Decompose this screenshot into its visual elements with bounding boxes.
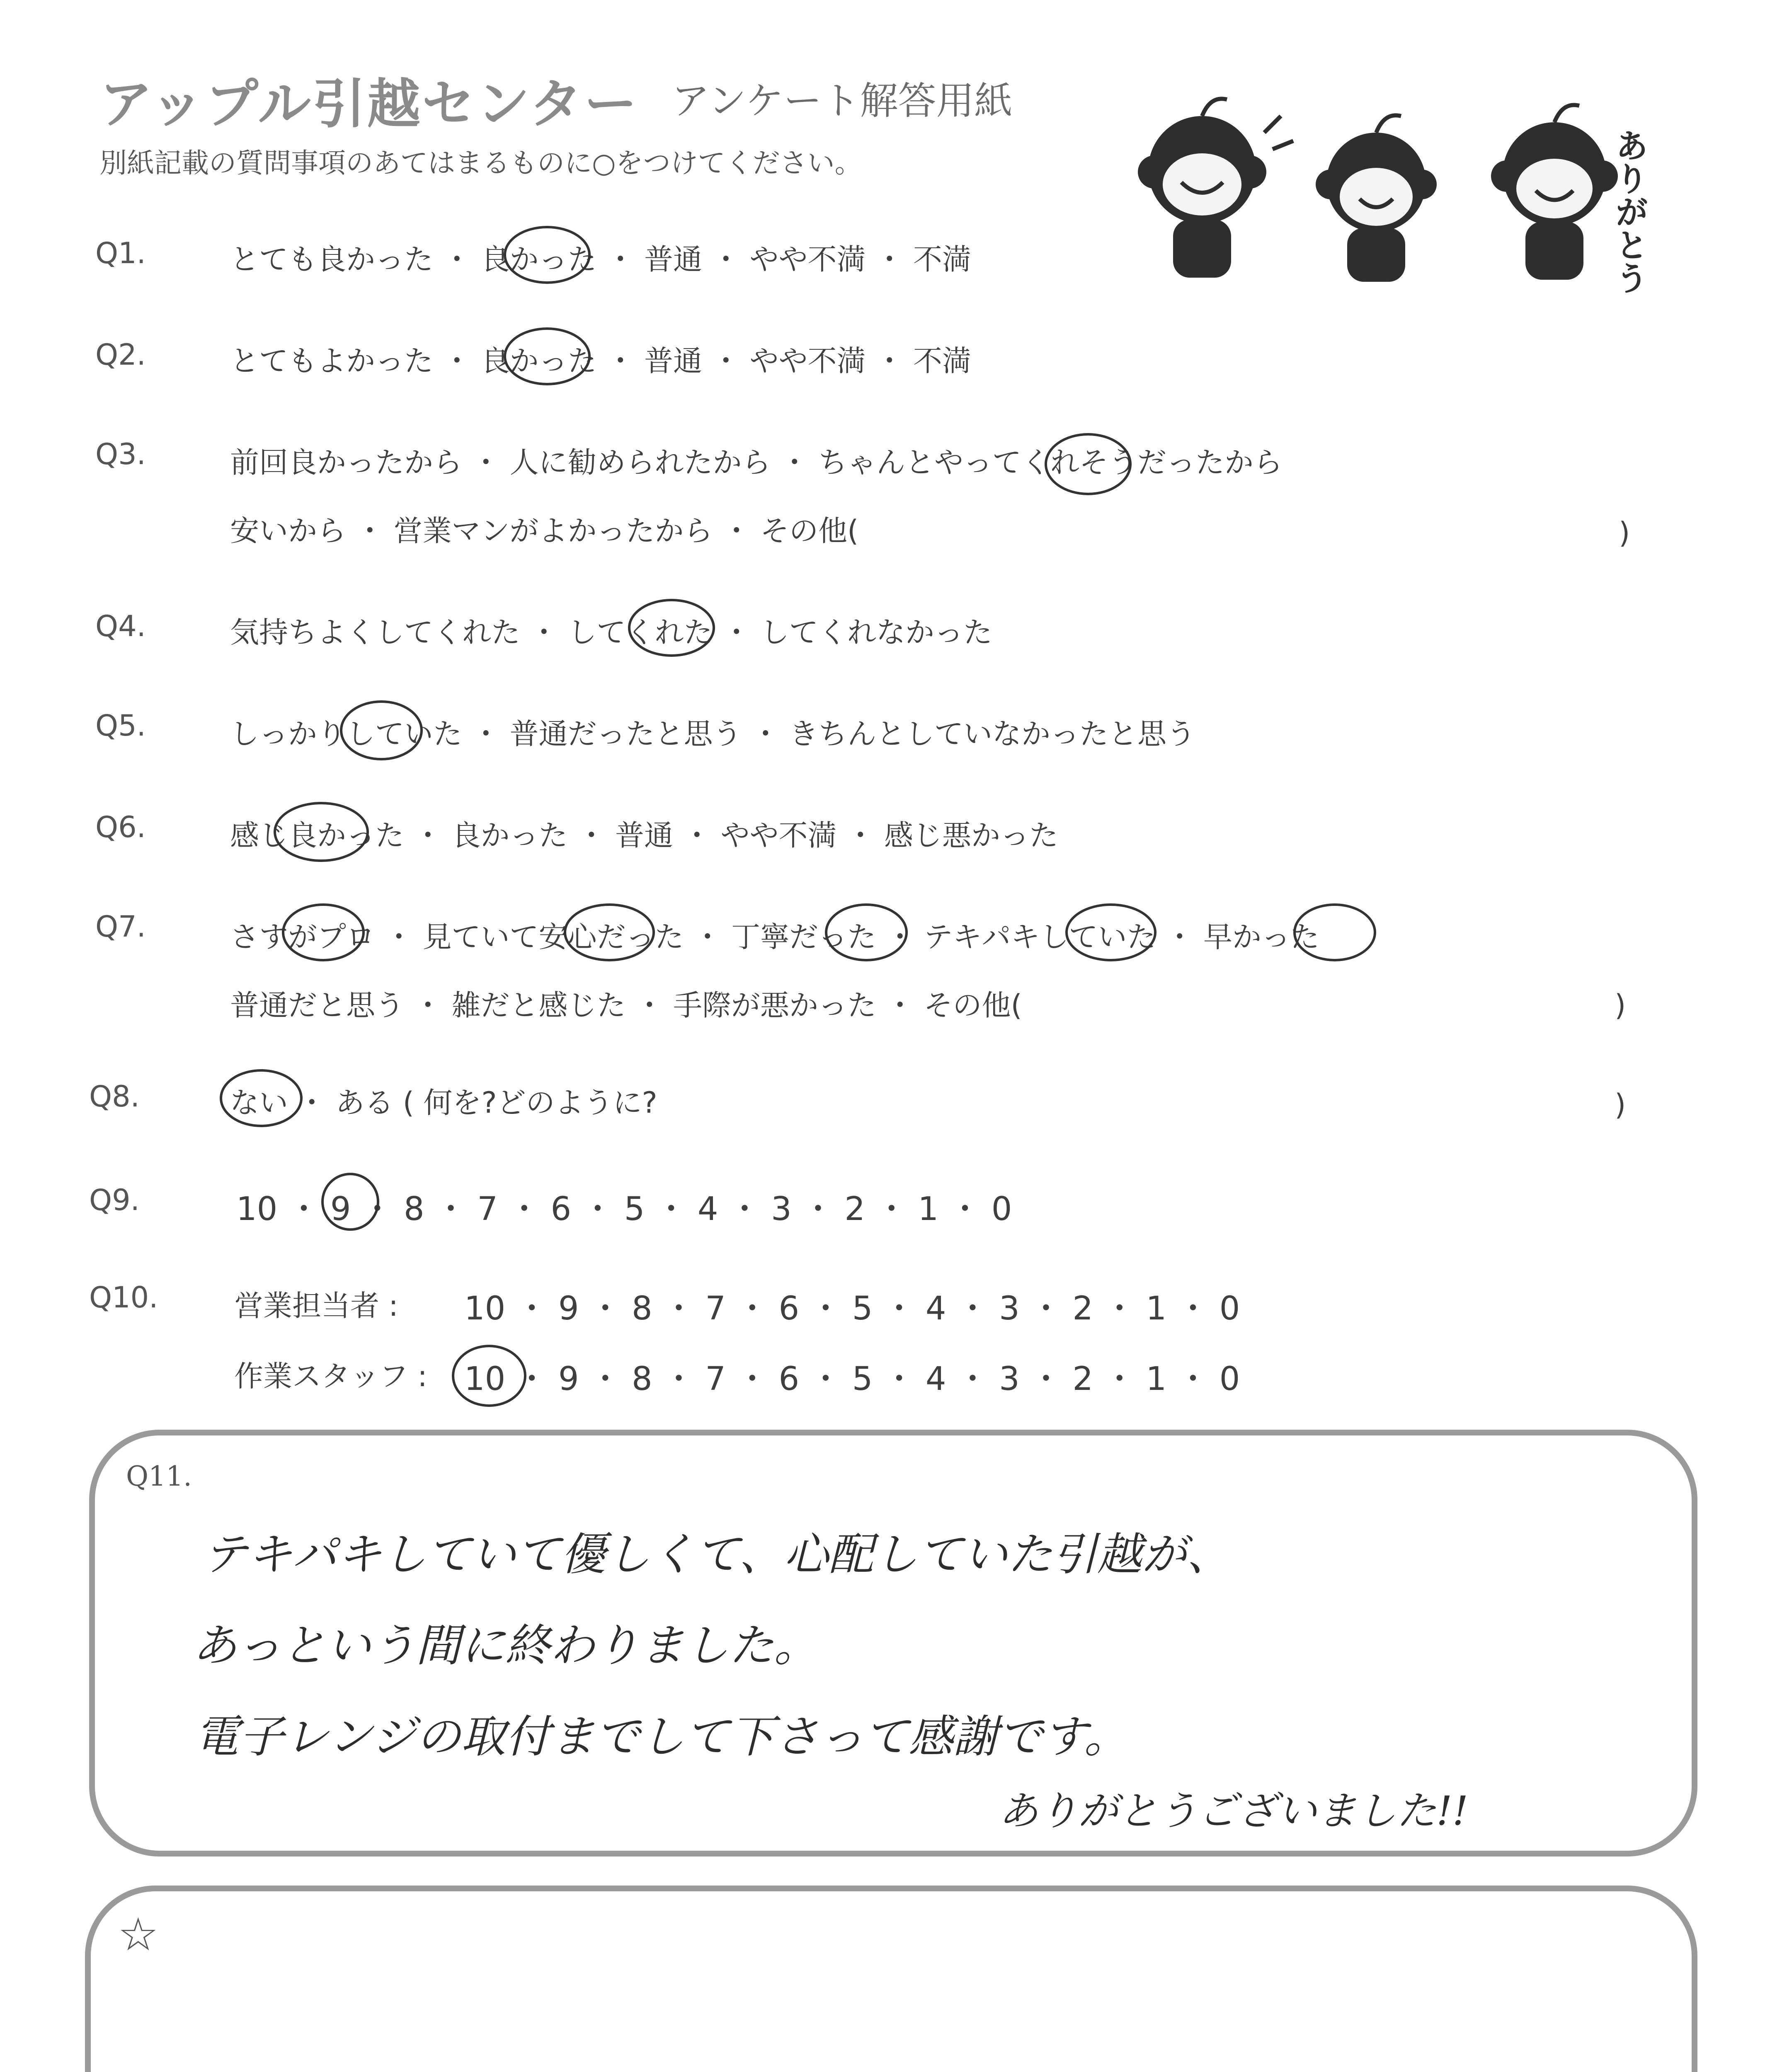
q10-sales-label: 営業担当者 : xyxy=(234,1289,398,1323)
q11-handwritten-line-2: あっという間に終わりました。 xyxy=(192,1620,819,1672)
q11-handwritten-line-1: テキパキしていて優しくて、心配していた引越が、 xyxy=(203,1529,1232,1581)
q11-handwritten-line-4: ありがとうございました!! xyxy=(999,1788,1469,1834)
answer-circle-mark xyxy=(825,903,908,961)
q7-label: Q7. xyxy=(95,910,146,944)
q9-scale[interactable]: 10 ・ 9 ・ 8 ・ 7 ・ 6 ・ 5 ・ 4 ・ 3 ・ 2 ・ 1 ・ 0 xyxy=(236,1191,1012,1228)
star-notes-box xyxy=(85,1886,1697,2072)
q11-label: Q11. xyxy=(126,1460,192,1492)
q5-label: Q5. xyxy=(95,709,146,743)
answer-circle-mark xyxy=(220,1069,303,1127)
q3-options-line2[interactable]: 安いから ・ 営業マンがよかったから ・ その他( xyxy=(230,514,859,548)
star-icon: ☆ xyxy=(118,1908,159,1961)
q10-label: Q10. xyxy=(89,1280,158,1314)
q6-label: Q6. xyxy=(95,810,146,844)
q10-staff-scale[interactable]: 10 ・ 9 ・ 8 ・ 7 ・ 6 ・ 5 ・ 4 ・ 3 ・ 2 ・ 1 ・ 0 xyxy=(464,1360,1240,1398)
q7-options-line2[interactable]: 普通だと思う ・ 雑だと感じた ・ 手際が悪かった ・ その他( xyxy=(230,988,1022,1022)
q10-sales-scale[interactable]: 10 ・ 9 ・ 8 ・ 7 ・ 6 ・ 5 ・ 4 ・ 3 ・ 2 ・ 1 ・ 0 xyxy=(464,1290,1240,1327)
q8-label: Q8. xyxy=(89,1080,140,1113)
answer-circle-mark xyxy=(628,599,715,657)
q3-options-line1[interactable]: 前回良かったから ・ 人に勧められたから ・ ちゃんとやってくれそうだったから xyxy=(230,445,1283,479)
answer-circle-mark xyxy=(1293,903,1376,961)
answer-circle-mark xyxy=(1065,903,1156,961)
form-subtitle: アンケート解答用紙 xyxy=(672,79,1013,123)
answer-circle-mark xyxy=(340,700,423,760)
q7-options-line1[interactable]: さすがプロ ・ 見ていて安心だった ・ 丁寧だった ・ テキパキしていた ・ 早かった xyxy=(230,920,1320,954)
q7-close-paren: ) xyxy=(1615,988,1626,1022)
q5-options[interactable]: しっかりしていた ・ 普通だったと思う ・ きちんとしていなかったと思う xyxy=(230,717,1196,751)
q2-label: Q2. xyxy=(95,338,146,372)
answer-circle-mark xyxy=(321,1173,379,1231)
answer-circle-mark xyxy=(564,903,655,961)
q11-handwritten-line-3: 電子レンジの取付までして下さって感謝です。 xyxy=(194,1711,1129,1763)
q3-label: Q3. xyxy=(95,437,146,471)
answer-circle-mark xyxy=(504,327,591,385)
form-title: アップル引越センター xyxy=(99,73,639,135)
q8-options[interactable]: ない ・ ある ( 何を?どのように? xyxy=(230,1086,657,1120)
q3-close-paren: ) xyxy=(1619,516,1630,550)
instruction-text: 別紙記載の質問事項のあてはまるものに○をつけてください。 xyxy=(99,147,862,179)
q4-options[interactable]: 気持ちよくしてくれた ・ してくれた ・ してくれなかった xyxy=(230,615,993,649)
answer-circle-mark xyxy=(274,802,369,862)
q11-comment-box xyxy=(89,1430,1697,1857)
answer-circle-mark xyxy=(1045,433,1132,495)
monkey-mascot-illustration xyxy=(1127,83,1700,298)
q1-options[interactable]: とても良かった ・ 良かった ・ 普通 ・ やや不満 ・ 不満 xyxy=(230,242,972,276)
answer-circle-mark xyxy=(452,1345,526,1407)
answer-circle-mark xyxy=(504,226,591,284)
mascot-thanks-text: ありがとう xyxy=(1610,128,1649,294)
q6-options[interactable]: 感じ良かった ・ 良かった ・ 普通 ・ やや不満 ・ 感じ悪かった xyxy=(230,818,1059,852)
q10-staff-label: 作業スタッフ : xyxy=(234,1359,427,1393)
q9-label: Q9. xyxy=(89,1183,140,1217)
q4-label: Q4. xyxy=(95,609,146,643)
answer-circle-mark xyxy=(282,903,365,961)
q8-close-paren: ) xyxy=(1615,1088,1626,1122)
q2-options[interactable]: とてもよかった ・ 良かった ・ 普通 ・ やや不満 ・ 不満 xyxy=(230,344,972,378)
q1-label: Q1. xyxy=(95,236,146,270)
